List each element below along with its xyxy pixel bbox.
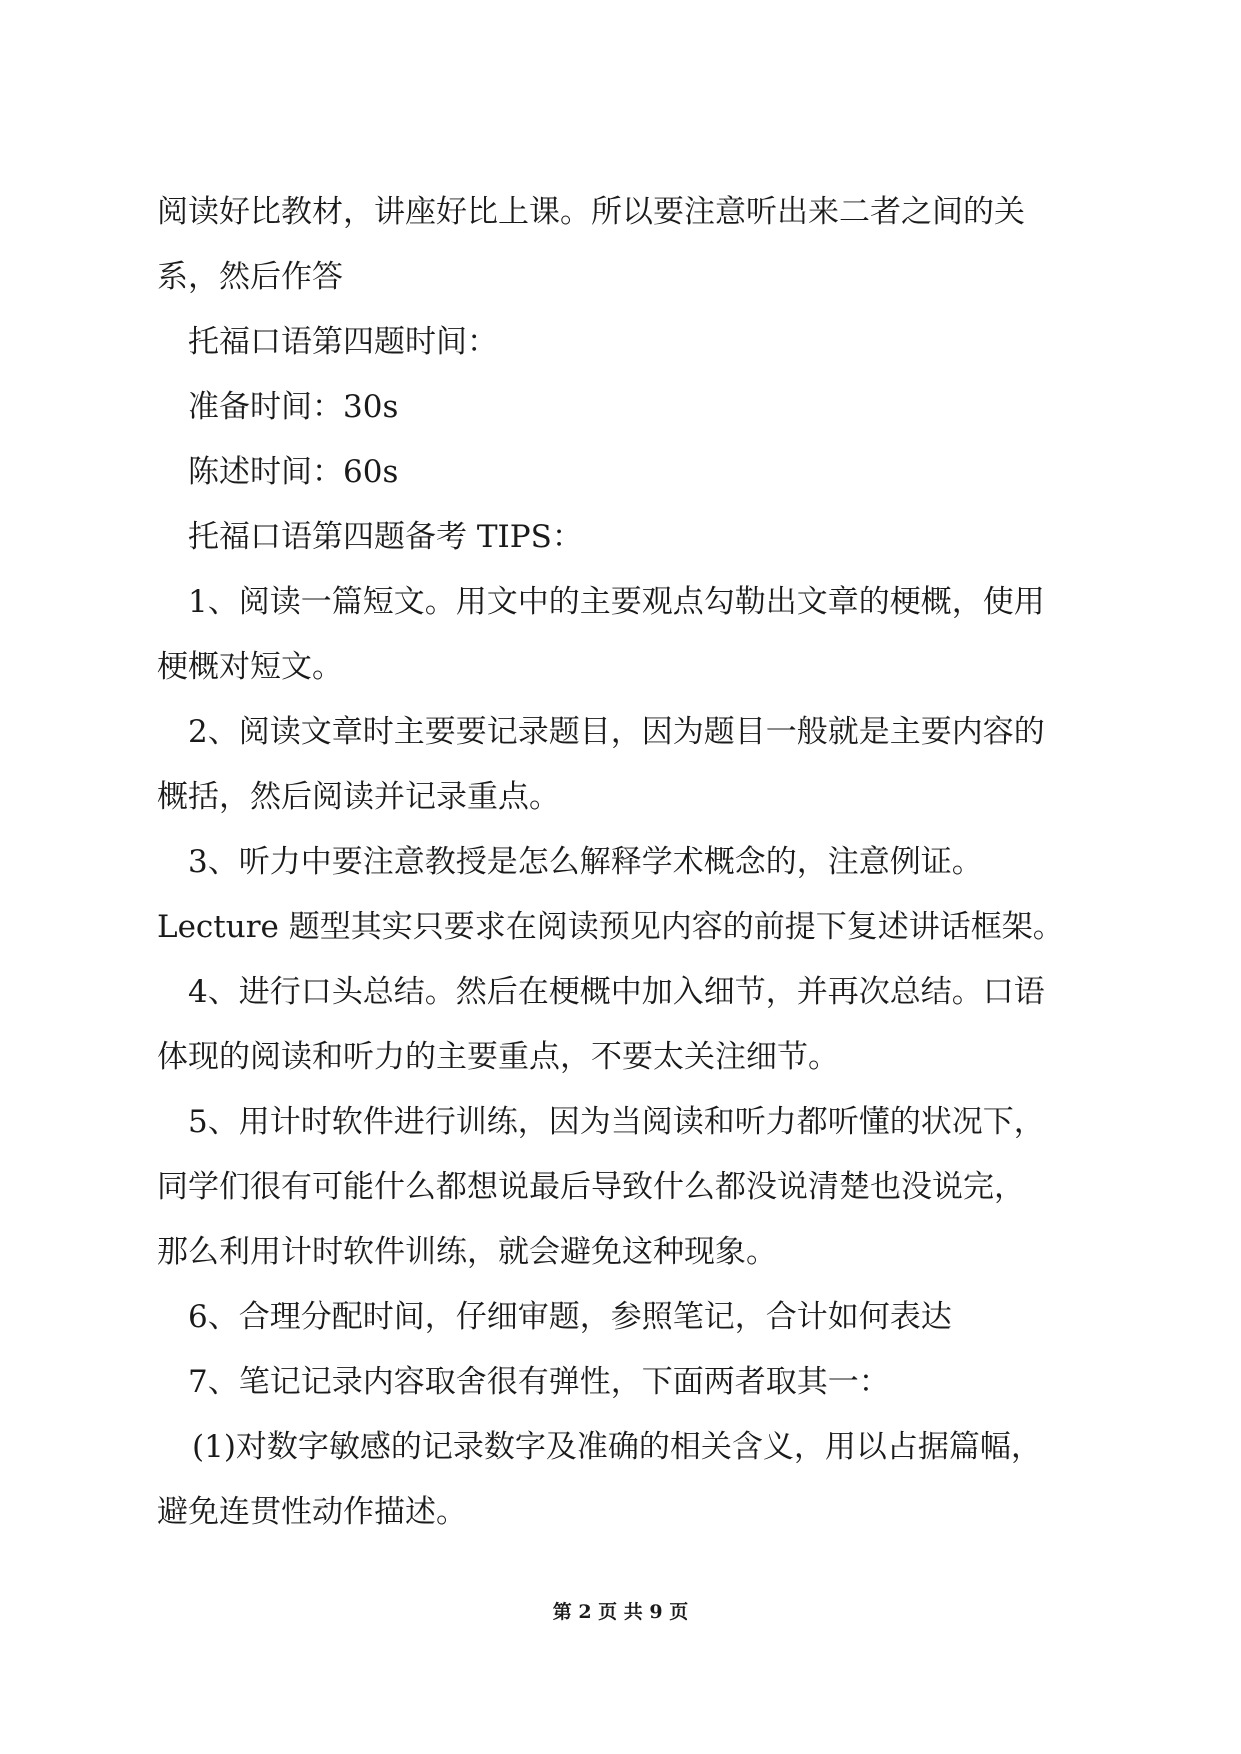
body-line: 2、阅读文章时主要要记录题目，因为题目一般就是主要内容的 xyxy=(188,714,1045,750)
body-line: 3、听力中要注意教授是怎么解释学术概念的，注意例证。 xyxy=(188,844,983,880)
body-line: 梗概对短文。 xyxy=(157,649,343,685)
body-line: 4、进行口头总结。然后在梗概中加入细节，并再次总结。口语 xyxy=(188,974,1045,1010)
body-line: 体现的阅读和听力的主要重点，不要太关注细节。 xyxy=(157,1039,839,1075)
page-number-footer: 第 2 页 共 9 页 xyxy=(552,1601,689,1623)
document-body xyxy=(157,180,1117,1545)
body-line: 6、合理分配时间，仔细审题，参照笔记，合计如何表达 xyxy=(188,1299,952,1335)
body-line: 托福口语第四题时间： xyxy=(188,324,498,360)
body-line: 避免连贯性动作描述。 xyxy=(157,1494,467,1530)
body-line: 系，然后作答 xyxy=(157,259,343,295)
body-line: 1、阅读一篇短文。用文中的主要观点勾勒出文章的梗概，使用 xyxy=(188,584,1045,620)
body-line: Lecture 题型其实只要求在阅读预见内容的前提下复述讲话框架。 xyxy=(157,909,1064,945)
body-line: 那么利用计时软件训练，就会避免这种现象。 xyxy=(157,1234,777,1270)
body-line: 5、用计时软件进行训练，因为当阅读和听力都听懂的状况下， xyxy=(188,1104,1045,1140)
body-line: 7、笔记记录内容取舍很有弹性，下面两者取其一： xyxy=(188,1364,890,1400)
body-line: (1)对数字敏感的记录数字及准确的相关含义，用以占据篇幅， xyxy=(192,1429,1042,1465)
body-line: 概括，然后阅读并记录重点。 xyxy=(157,779,560,815)
body-line: 阅读好比教材，讲座好比上课。所以要注意听出来二者之间的关 xyxy=(157,194,1025,230)
body-line: 托福口语第四题备考 TIPS： xyxy=(188,519,583,555)
body-line: 同学们很有可能什么都想说最后导致什么都没说清楚也没说完， xyxy=(157,1169,1025,1205)
body-line: 陈述时间：60s xyxy=(188,454,399,490)
body-line: 准备时间：30s xyxy=(188,389,399,425)
